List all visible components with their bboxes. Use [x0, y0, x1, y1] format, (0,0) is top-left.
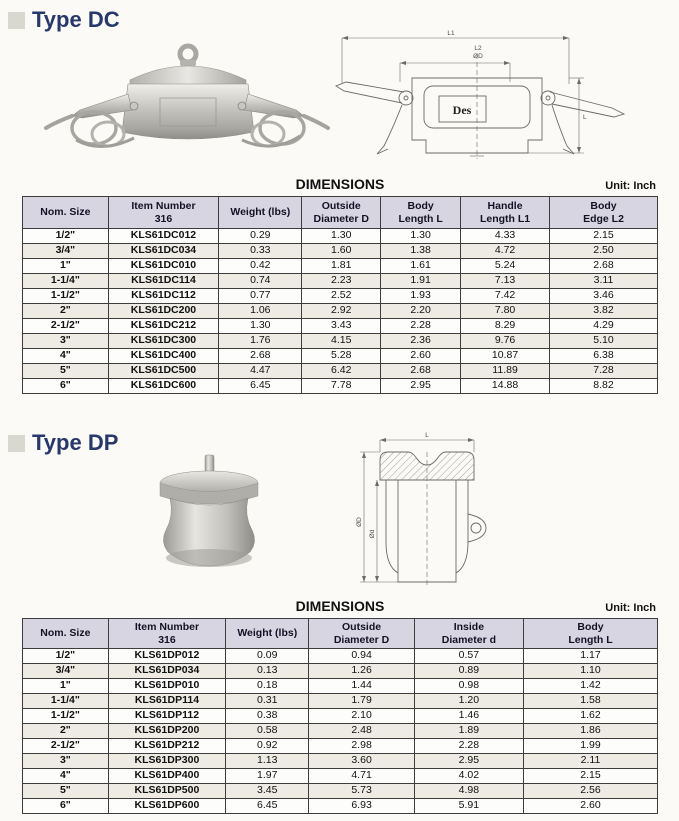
dc-unit-label: Unit: Inch: [605, 180, 656, 192]
table-cell: 4": [23, 349, 109, 364]
column-header: Weight (lbs): [226, 619, 309, 649]
table-cell: 4.29: [550, 319, 658, 334]
table-cell: 0.98: [414, 679, 523, 694]
table-row: [23, 739, 658, 754]
table-cell: 6": [23, 379, 109, 394]
table-cell: KLS61DC212: [108, 319, 218, 334]
table-row: [23, 754, 658, 769]
table-cell: KLS61DC034: [108, 244, 218, 259]
table-cell: 4.15: [302, 334, 381, 349]
table-cell: KLS61DC012: [108, 229, 218, 244]
table-cell: 0.42: [219, 259, 302, 274]
table-cell: 1": [23, 259, 109, 274]
table-cell: 5": [23, 784, 109, 799]
table-cell: KLS61DC114: [108, 274, 218, 289]
table-cell: 1.91: [381, 274, 461, 289]
table-cell: 2.15: [523, 769, 657, 784]
column-header: Body Length L: [381, 197, 461, 229]
table-cell: 1-1/4": [23, 274, 109, 289]
column-header: Item Number 316: [108, 197, 218, 229]
table-cell: 3.43: [302, 319, 381, 334]
table-cell: 6.42: [302, 364, 381, 379]
table-cell: 6.45: [226, 799, 309, 814]
dc-technical-drawing: [332, 26, 677, 162]
table-cell: 0.89: [414, 664, 523, 679]
dc-dim-label-l2: L2: [474, 45, 482, 52]
table-cell: 8.29: [461, 319, 550, 334]
table-cell: 11.89: [461, 364, 550, 379]
table-cell: 1.44: [309, 679, 414, 694]
table-cell: 0.92: [226, 739, 309, 754]
column-header: Item Number 316: [108, 619, 225, 649]
column-header: Body Length L: [523, 619, 657, 649]
dp-table-heading: [22, 598, 658, 614]
table-cell: 6": [23, 799, 109, 814]
table-row: [23, 274, 658, 289]
table-row: [23, 769, 658, 784]
table-cell: 1.99: [523, 739, 657, 754]
table-cell: 1.97: [226, 769, 309, 784]
table-cell: KLS61DC600: [108, 379, 218, 394]
table-cell: KLS61DP212: [108, 739, 225, 754]
table-cell: 1.06: [219, 304, 302, 319]
dp-product-photo: [148, 450, 270, 576]
table-cell: 2.56: [523, 784, 657, 799]
table-row: [23, 679, 658, 694]
table-row: [23, 304, 658, 319]
table-cell: 1.30: [381, 229, 461, 244]
table-cell: 2.48: [309, 724, 414, 739]
table-row: [23, 334, 658, 349]
table-cell: KLS61DP012: [108, 649, 225, 664]
table-cell: 2-1/2": [23, 319, 109, 334]
table-cell: KLS61DP300: [108, 754, 225, 769]
table-row: [23, 364, 658, 379]
table-cell: KLS61DC400: [108, 349, 218, 364]
table-cell: 9.76: [461, 334, 550, 349]
table-cell: 2.50: [550, 244, 658, 259]
table-cell: KLS61DC500: [108, 364, 218, 379]
table-cell: 1": [23, 679, 109, 694]
table-cell: 1.17: [523, 649, 657, 664]
table-row: [23, 709, 658, 724]
table-cell: 2.15: [550, 229, 658, 244]
cap-ring: [180, 46, 196, 62]
section-dp-header: [8, 430, 118, 456]
dp-dim-label-outer-diameter: ØD: [356, 517, 363, 527]
table-row: [23, 694, 658, 709]
dc-dimensions-title: DIMENSIONS: [295, 176, 385, 192]
table-cell: 4.02: [414, 769, 523, 784]
table-cell: 0.94: [309, 649, 414, 664]
dp-technical-drawing: [352, 430, 502, 594]
table-cell: 3.82: [550, 304, 658, 319]
table-cell: 0.09: [226, 649, 309, 664]
table-cell: 2.10: [309, 709, 414, 724]
table-row: [23, 229, 658, 244]
table-cell: 0.38: [226, 709, 309, 724]
table-cell: 1.58: [523, 694, 657, 709]
table-cell: 2.68: [381, 364, 461, 379]
table-cell: 6.38: [550, 349, 658, 364]
table-cell: 2.95: [414, 754, 523, 769]
section-bullet-icon: [8, 435, 25, 452]
table-cell: 8.82: [550, 379, 658, 394]
table-cell: 1.20: [414, 694, 523, 709]
dc-table-header-row: [23, 197, 658, 229]
table-cell: KLS61DP010: [108, 679, 225, 694]
table-cell: 0.74: [219, 274, 302, 289]
dc-table-heading: [22, 176, 658, 192]
dp-table-header-row: [23, 619, 658, 649]
table-cell: 5.10: [550, 334, 658, 349]
section-bullet-icon: [8, 12, 25, 29]
table-cell: 2.68: [550, 259, 658, 274]
table-cell: 3.11: [550, 274, 658, 289]
table-cell: 2.28: [414, 739, 523, 754]
table-cell: 2.92: [302, 304, 381, 319]
column-header: Outside Diameter D: [309, 619, 414, 649]
table-cell: 5": [23, 364, 109, 379]
dp-dim-label-length: L: [425, 432, 429, 439]
table-cell: 1-1/4": [23, 694, 109, 709]
table-cell: 4.72: [461, 244, 550, 259]
table-cell: 1.62: [523, 709, 657, 724]
table-cell: 10.87: [461, 349, 550, 364]
dc-product-photo: [42, 36, 334, 158]
table-cell: 1.30: [219, 319, 302, 334]
table-cell: 1.93: [381, 289, 461, 304]
table-cell: 2.23: [302, 274, 381, 289]
dp-dim-label-inner-diameter: Ød: [369, 529, 376, 539]
table-cell: 3.45: [226, 784, 309, 799]
table-cell: 7.28: [550, 364, 658, 379]
table-row: [23, 379, 658, 394]
table-cell: 1.76: [219, 334, 302, 349]
table-cell: 7.80: [461, 304, 550, 319]
table-cell: KLS61DP500: [108, 784, 225, 799]
dc-cap-image: [42, 36, 334, 158]
table-cell: 1-1/2": [23, 289, 109, 304]
table-cell: 2.52: [302, 289, 381, 304]
table-row: [23, 784, 658, 799]
dp-dimensions-table: [22, 618, 658, 814]
table-cell: 5.73: [309, 784, 414, 799]
table-cell: 1-1/2": [23, 709, 109, 724]
column-header: Nom. Size: [23, 197, 109, 229]
table-row: [23, 724, 658, 739]
table-cell: 2.28: [381, 319, 461, 334]
section-dc-header: [8, 7, 120, 33]
column-header: Inside Diameter d: [414, 619, 523, 649]
table-cell: 7.13: [461, 274, 550, 289]
table-cell: 1.10: [523, 664, 657, 679]
table-cell: 2.68: [219, 349, 302, 364]
table-cell: KLS61DP200: [108, 724, 225, 739]
table-cell: 5.28: [302, 349, 381, 364]
table-cell: KLS61DP400: [108, 769, 225, 784]
table-cell: 4": [23, 769, 109, 784]
table-cell: KLS61DC112: [108, 289, 218, 304]
table-cell: 1.42: [523, 679, 657, 694]
table-cell: 1.60: [302, 244, 381, 259]
table-cell: 3/4": [23, 244, 109, 259]
table-cell: 2.11: [523, 754, 657, 769]
column-header: Outside Diameter D: [302, 197, 381, 229]
column-header: Body Edge L2: [550, 197, 658, 229]
table-cell: 1.89: [414, 724, 523, 739]
table-row: [23, 289, 658, 304]
table-cell: KLS61DC300: [108, 334, 218, 349]
table-cell: KLS61DP112: [108, 709, 225, 724]
table-cell: 5.91: [414, 799, 523, 814]
table-cell: 1.86: [523, 724, 657, 739]
table-cell: 6.93: [309, 799, 414, 814]
table-cell: 0.31: [226, 694, 309, 709]
table-cell: 3": [23, 334, 109, 349]
table-cell: 7.78: [302, 379, 381, 394]
dc-dim-label-l1: L1: [447, 30, 455, 37]
section-dc-title: Type DC: [32, 7, 120, 32]
table-cell: 0.58: [226, 724, 309, 739]
table-row: [23, 664, 658, 679]
table-cell: 2.95: [381, 379, 461, 394]
section-dp-title: Type DP: [32, 430, 119, 455]
column-header: Weight (lbs): [219, 197, 302, 229]
table-cell: 0.18: [226, 679, 309, 694]
column-header: Handle Length L1: [461, 197, 550, 229]
table-cell: KLS61DP034: [108, 664, 225, 679]
table-cell: 1.30: [302, 229, 381, 244]
table-cell: 1.13: [226, 754, 309, 769]
table-cell: 0.29: [219, 229, 302, 244]
table-cell: 2": [23, 304, 109, 319]
table-cell: 4.98: [414, 784, 523, 799]
dc-drawing-svg: [332, 26, 677, 162]
table-cell: 2.36: [381, 334, 461, 349]
table-cell: 1.81: [302, 259, 381, 274]
table-cell: 2.98: [309, 739, 414, 754]
table-cell: 7.42: [461, 289, 550, 304]
dc-drawing-des-label: Des: [452, 103, 472, 117]
table-cell: KLS61DP114: [108, 694, 225, 709]
table-cell: 4.71: [309, 769, 414, 784]
table-cell: 0.33: [219, 244, 302, 259]
dp-drawing-svg: [352, 430, 502, 594]
table-cell: 3.60: [309, 754, 414, 769]
table-cell: 1.79: [309, 694, 414, 709]
column-header: Nom. Size: [23, 619, 109, 649]
dc-dimensions-table: [22, 196, 658, 394]
table-cell: 2": [23, 724, 109, 739]
table-cell: 3": [23, 754, 109, 769]
table-cell: 1.61: [381, 259, 461, 274]
table-cell: 1/2": [23, 229, 109, 244]
table-cell: 3/4": [23, 664, 109, 679]
table-row: [23, 259, 658, 274]
table-row: [23, 319, 658, 334]
table-cell: 3.46: [550, 289, 658, 304]
table-cell: 14.88: [461, 379, 550, 394]
table-cell: 0.77: [219, 289, 302, 304]
table-cell: 1.38: [381, 244, 461, 259]
table-cell: 5.24: [461, 259, 550, 274]
table-cell: KLS61DC200: [108, 304, 218, 319]
table-cell: 2.60: [381, 349, 461, 364]
table-cell: 0.13: [226, 664, 309, 679]
table-cell: 1/2": [23, 649, 109, 664]
dp-dimensions-title: DIMENSIONS: [295, 598, 385, 614]
table-row: [23, 649, 658, 664]
dc-dim-label-diameter: ØD: [473, 53, 483, 60]
table-cell: KLS61DC010: [108, 259, 218, 274]
table-row: [23, 349, 658, 364]
table-cell: 4.47: [219, 364, 302, 379]
table-cell: 4.33: [461, 229, 550, 244]
dp-unit-label: Unit: Inch: [605, 602, 656, 614]
table-cell: 2.60: [523, 799, 657, 814]
table-cell: 6.45: [219, 379, 302, 394]
table-cell: 2.20: [381, 304, 461, 319]
dp-plug-image: [148, 450, 270, 576]
table-cell: 1.46: [414, 709, 523, 724]
dc-dim-label-body-length: L: [583, 114, 587, 121]
table-cell: 2-1/2": [23, 739, 109, 754]
table-row: [23, 244, 658, 259]
table-row: [23, 799, 658, 814]
table-cell: 0.57: [414, 649, 523, 664]
table-cell: 1.26: [309, 664, 414, 679]
table-cell: KLS61DP600: [108, 799, 225, 814]
